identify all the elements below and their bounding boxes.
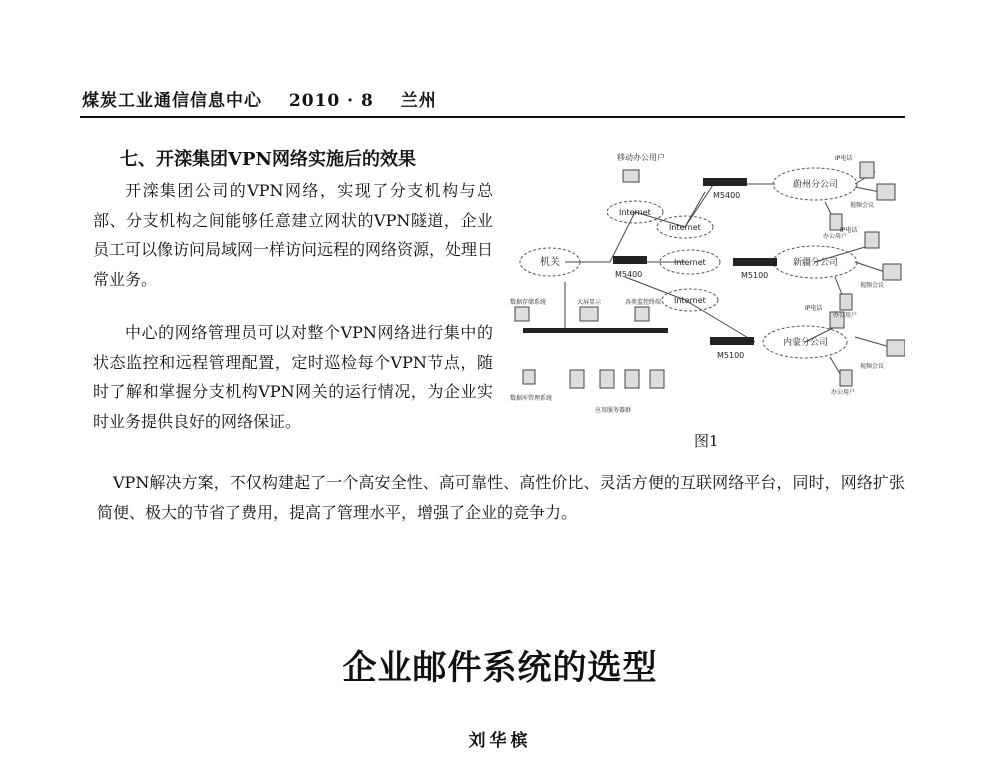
lan-bus <box>523 328 668 333</box>
user-icon-2 <box>840 294 852 310</box>
phone-icon-1 <box>860 162 874 178</box>
next-article-author: 刘华槟 <box>468 731 532 751</box>
conclusion-paragraph: VPN解决方案，不仅构建起了一个高安全性、高可靠性、高性价比、灵活方便的互联网络平台，同时，网络扩张简便、极大的节省了费用，提高了管理水平，增强了企业的竞争力。 <box>97 473 905 522</box>
label-mobile-user: 移动办公用户 <box>617 153 665 162</box>
label-branch2: 新疆分公司 <box>793 258 839 268</box>
label-data-storage: 数据存储系统 <box>510 299 547 306</box>
label-branch3: 内蒙分公司 <box>783 338 829 348</box>
label-office-user-3: 办公用户 <box>831 389 856 396</box>
label-internet-3: Internet <box>674 258 706 267</box>
section-title: 七、开滦集团VPN网络实施后的效果 <box>120 149 416 170</box>
monitor-icon-2 <box>883 264 901 280</box>
label-app-servers: 应用服务器群 <box>595 407 632 414</box>
issue-date: 2010 · 8 <box>288 91 374 111</box>
issue-place: 兰州 <box>400 91 437 111</box>
label-data-mgmt: 数据库管理系统 <box>510 395 553 402</box>
label-office-user-1: 办公用户 <box>823 233 848 240</box>
paragraph-1: 开滦集团公司的VPN网络，实现了分支机构与总部、分支机构之间能够任意建立网状的VPN隧道，企业员工可以像访问局域网一样访问远程的网络资源，处理日常业务。 <box>93 181 494 289</box>
m5400-branch-icon <box>703 178 747 186</box>
label-m5100-branch2: M5100 <box>741 271 769 280</box>
laptop-icon <box>623 170 639 182</box>
label-m5400-branch: M5400 <box>713 191 741 200</box>
label-big-screen: 大屏显示 <box>577 299 602 306</box>
label-m5400-hq: M5400 <box>615 270 643 279</box>
label-hq: 机关 <box>540 257 560 268</box>
next-article-title: 企业邮件系统的选型 <box>342 648 658 688</box>
label-ip-phone-1: IP电话 <box>835 155 853 162</box>
running-header <box>82 86 457 111</box>
user-icon-3 <box>840 370 852 386</box>
label-office-user-2: 办公用户 <box>833 312 858 319</box>
server-icon-1 <box>570 370 584 388</box>
server-icon-4 <box>650 370 664 388</box>
phone-icon-2 <box>865 232 879 248</box>
label-ip-phone-3: IP电话 <box>805 305 823 312</box>
terminal-icon <box>635 307 649 321</box>
label-internet-2: Internet <box>669 223 701 232</box>
label-video-conf-1: 视频会议 <box>850 202 875 209</box>
label-internet-4: Internet <box>674 296 706 305</box>
m5100-branch2-icon <box>733 258 777 266</box>
label-ip-phone-2: IP电话 <box>840 227 858 234</box>
label-internet-1: Internet <box>619 208 651 217</box>
label-video-conf-2: 视频会议 <box>860 282 885 289</box>
server-icon-3 <box>625 370 639 388</box>
paragraph-2: 中心的网络管理员可以对整个VPN网络进行集中的状态监控和远程管理配置，定时巡检每个VPN节点，随时了解和掌握分支机构VPN网关的运行情况，为企业实时业务提供良好的网络保证。 <box>93 323 493 431</box>
label-video-conf-3: 视频会议 <box>860 363 885 370</box>
m5100-branch3-icon <box>710 337 754 345</box>
label-m5100-branch3: M5100 <box>717 351 745 360</box>
label-branch1: 蔚州分公司 <box>793 180 839 190</box>
screen-icon <box>580 307 598 321</box>
label-monitor-terminal: 各类监控终端 <box>625 299 662 306</box>
monitor-icon-1 <box>877 184 895 200</box>
header-rule <box>80 116 905 118</box>
journal-name: 煤炭工业通信信息中心 <box>82 91 262 111</box>
network-diagram <box>505 132 905 427</box>
storage-icon <box>515 307 529 321</box>
db-admin-icon <box>523 370 535 384</box>
server-icon-2 <box>600 370 614 388</box>
figure-caption: 图1 <box>694 432 719 450</box>
monitor-icon-3 <box>887 340 905 356</box>
m5400-hq-icon <box>613 256 647 264</box>
